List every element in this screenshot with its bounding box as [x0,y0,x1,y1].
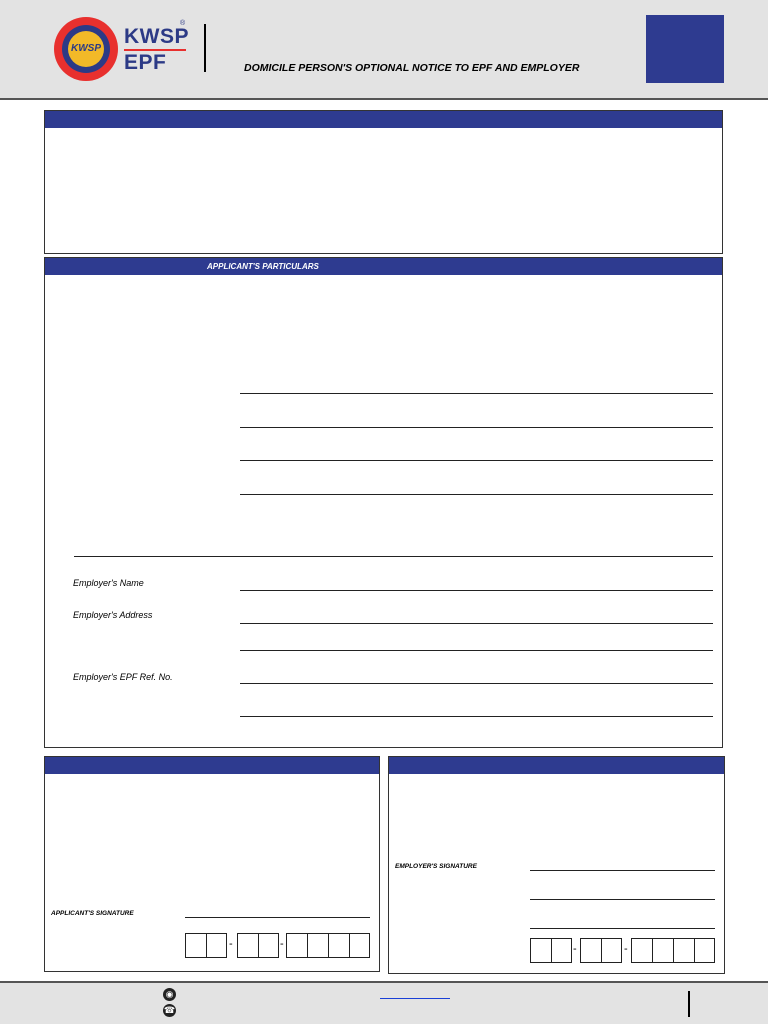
applicant-field-line[interactable] [240,393,713,394]
employer-name-field[interactable] [240,590,713,591]
notice-panel-header [45,111,722,128]
notice-panel [44,110,723,254]
website-link[interactable] [380,998,450,999]
logo-emblem-text: KWSP [68,31,104,67]
applicant-signature-label: APPLICANT'S SIGNATURE [51,910,134,917]
form-code-box [646,15,724,83]
globe-icon: ◉ [163,988,176,1001]
kwsp-logo-emblem [54,17,118,81]
applicant-date-month[interactable] [237,933,279,958]
applicant-field-line[interactable] [240,427,713,428]
applicant-particulars-header [45,258,722,275]
employer-signature-line[interactable] [530,870,715,871]
header-divider [204,24,206,72]
employer-date-day[interactable] [530,938,572,963]
employer-address-label: Employer's Address [73,610,153,620]
applicant-date-day[interactable] [185,933,227,958]
date-separator: - [573,943,577,955]
employer-address-field[interactable] [240,623,713,624]
phone-icon: ☎ [163,1005,176,1015]
logo-text-kwsp: KWSP [124,25,189,48]
footer-divider [688,991,690,1017]
date-separator: - [280,938,284,950]
employer-signature-header [389,757,724,774]
date-separator: - [624,943,628,955]
applicant-particulars-title: APPLICANT'S PARTICULARS [207,262,319,271]
employer-stamp-line[interactable] [530,899,715,900]
applicant-field-line[interactable] [240,460,713,461]
employer-address-field-2[interactable] [240,650,713,651]
applicant-field-line[interactable] [240,494,713,495]
employer-epf-ref-field[interactable] [240,683,713,684]
applicant-date-year[interactable] [286,933,370,958]
registered-mark: ® [180,20,186,27]
employer-signature-label: EMPLOYER'S SIGNATURE [395,863,477,870]
employer-name-line[interactable] [530,928,715,929]
employer-date-year[interactable] [631,938,715,963]
employer-date-month[interactable] [580,938,622,963]
employer-name-label: Employer's Name [73,578,144,588]
page-footer [0,981,768,1024]
employer-epf-ref-label: Employer's EPF Ref. No. [73,672,173,682]
employer-extra-field[interactable] [240,716,713,717]
logo-text-epf: EPF [124,51,167,74]
date-separator: - [229,938,233,950]
section-divider-line [74,556,713,557]
document-title: DOMICILE PERSON'S OPTIONAL NOTICE TO EPF AND EMPLOYER [244,62,580,74]
applicant-signature-line[interactable] [185,917,370,918]
applicant-signature-header [45,757,379,774]
